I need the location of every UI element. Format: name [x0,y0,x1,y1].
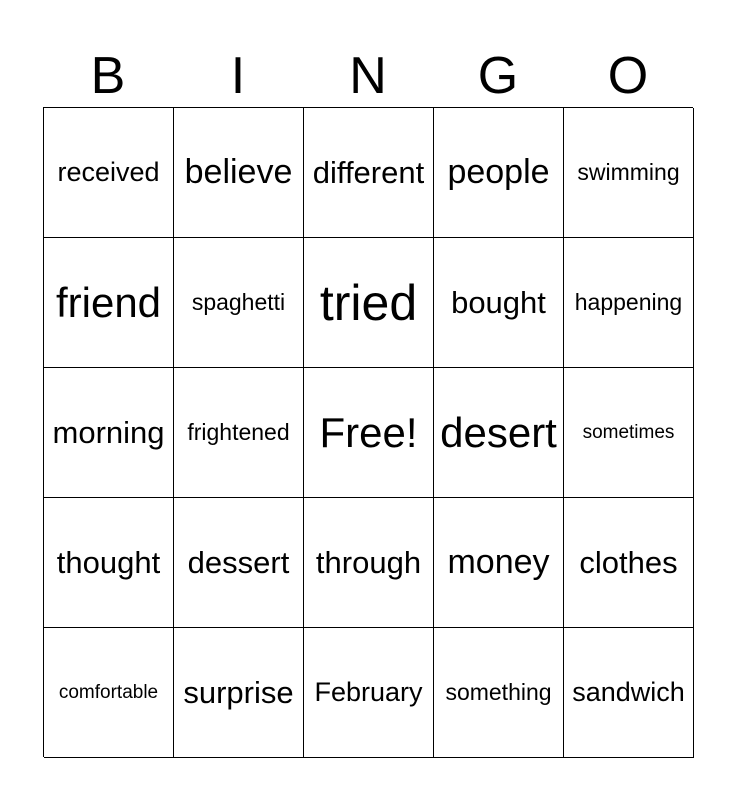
bingo-cell-r3-c2[interactable]: frightened [174,368,304,498]
bingo-cell-r1-c1[interactable]: received [44,108,174,238]
bingo-cell-r5-c4[interactable]: something [434,628,564,758]
bingo-cell-r3-c4[interactable]: desert [434,368,564,498]
header-letter-o: O [607,47,649,105]
bingo-cell-r4-c4[interactable]: money [434,498,564,628]
bingo-cell-r2-c4[interactable]: bought [434,238,564,368]
bingo-board [43,107,693,757]
header-letter-g: G [477,47,519,105]
bingo-cell-r4-c2[interactable]: dessert [174,498,304,628]
bingo-cell-r2-c1[interactable]: friend [44,238,174,368]
bingo-cell-r1-c5[interactable]: swimming [564,108,694,238]
bingo-cell-r3-c5[interactable]: sometimes [564,368,694,498]
header-letter-i: I [230,47,246,105]
bingo-cell-r1-c2[interactable]: believe [174,108,304,238]
bingo-cell-r5-c1[interactable]: comfortable [44,628,174,758]
bingo-cell-r1-c4[interactable]: people [434,108,564,238]
bingo-cell-r5-c5[interactable]: sandwich [564,628,694,758]
bingo-cell-r2-c2[interactable]: spaghetti [174,238,304,368]
header-letter-b: B [90,47,126,105]
bingo-cell-r4-c3[interactable]: through [304,498,434,628]
bingo-cell-r4-c1[interactable]: thought [44,498,174,628]
bingo-cell-r3-c3-free-space[interactable]: Free! [304,368,434,498]
header-letter-n: N [349,47,387,105]
bingo-cell-r3-c1[interactable]: morning [44,368,174,498]
bingo-cell-r5-c2[interactable]: surprise [174,628,304,758]
bingo-cell-r2-c3[interactable]: tried [304,238,434,368]
bingo-cell-r2-c5[interactable]: happening [564,238,694,368]
bingo-cell-r5-c3[interactable]: February [304,628,434,758]
bingo-header [43,44,693,108]
bingo-cell-r1-c3[interactable]: different [304,108,434,238]
bingo-cell-r4-c5[interactable]: clothes [564,498,694,628]
